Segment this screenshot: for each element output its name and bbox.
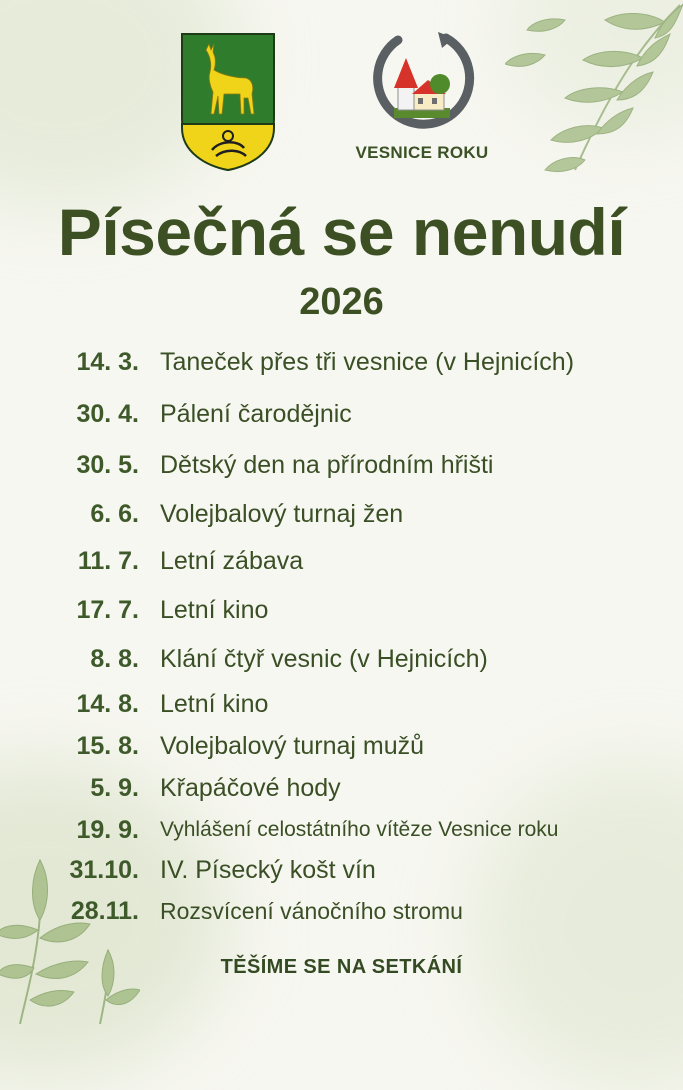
- event-name: Vyhlášení celostátního vítěze Vesnice roku: [160, 818, 559, 841]
- event-name: Letní kino: [160, 690, 269, 718]
- event-row: [0, 394, 683, 434]
- event-name: Volejbalový turnaj žen: [160, 500, 404, 528]
- event-row: [0, 445, 683, 485]
- event-date: 14. 8.: [76, 690, 139, 718]
- event-date: 15. 8.: [76, 732, 139, 760]
- event-row: [0, 891, 683, 931]
- event-date: 8. 8.: [90, 645, 139, 673]
- event-row: [0, 639, 683, 679]
- event-date: 31.10.: [69, 856, 139, 884]
- event-row: [0, 590, 683, 630]
- event-date: 19. 9.: [76, 816, 139, 844]
- event-name: Volejbalový turnaj mužů: [160, 732, 425, 760]
- event-row: [0, 494, 683, 534]
- year-label: 2026: [299, 281, 384, 323]
- event-date: 14. 3.: [76, 348, 139, 376]
- event-row: [0, 541, 683, 581]
- event-date: 5. 9.: [90, 774, 139, 802]
- event-date: 11. 7.: [77, 547, 139, 575]
- event-name: IV. Písecký košt vín: [160, 856, 376, 884]
- leaf-branch-icon: [505, 0, 683, 180]
- event-row: [0, 684, 683, 724]
- coat-of-arms-icon: [180, 32, 276, 172]
- event-name: Klání čtyř vesnic (v Hejnicích): [160, 645, 488, 673]
- event-name: Taneček přes tři vesnice (v Hejnicích): [160, 348, 575, 376]
- event-row: [0, 810, 683, 850]
- event-date: 28.11.: [70, 897, 139, 925]
- event-name: Křapáčové hody: [160, 774, 341, 802]
- event-name: Pálení čarodějnic: [160, 400, 352, 428]
- event-name: Rozsvícení vánočního stromu: [160, 898, 463, 924]
- page-title: Písečná se nenudí: [57, 195, 626, 269]
- event-date: 30. 4.: [76, 400, 139, 428]
- event-name: Letní kino: [160, 596, 269, 624]
- event-row: [0, 768, 683, 808]
- event-name: Letní zábava: [160, 547, 304, 575]
- event-name: Dětský den na přírodním hřišti: [160, 451, 494, 479]
- vesnice-roku-label: VESNICE ROKU: [355, 143, 489, 162]
- event-date: 17. 7.: [76, 596, 139, 624]
- event-row: [0, 726, 683, 766]
- vesnice-roku-logo-icon: [368, 28, 476, 138]
- event-row: [0, 850, 683, 890]
- event-date: 30. 5.: [76, 451, 139, 479]
- footer-greeting: TĚŠÍME SE NA SETKÁNÍ: [220, 956, 463, 978]
- event-date: 6. 6.: [90, 500, 139, 528]
- event-row: [0, 342, 683, 382]
